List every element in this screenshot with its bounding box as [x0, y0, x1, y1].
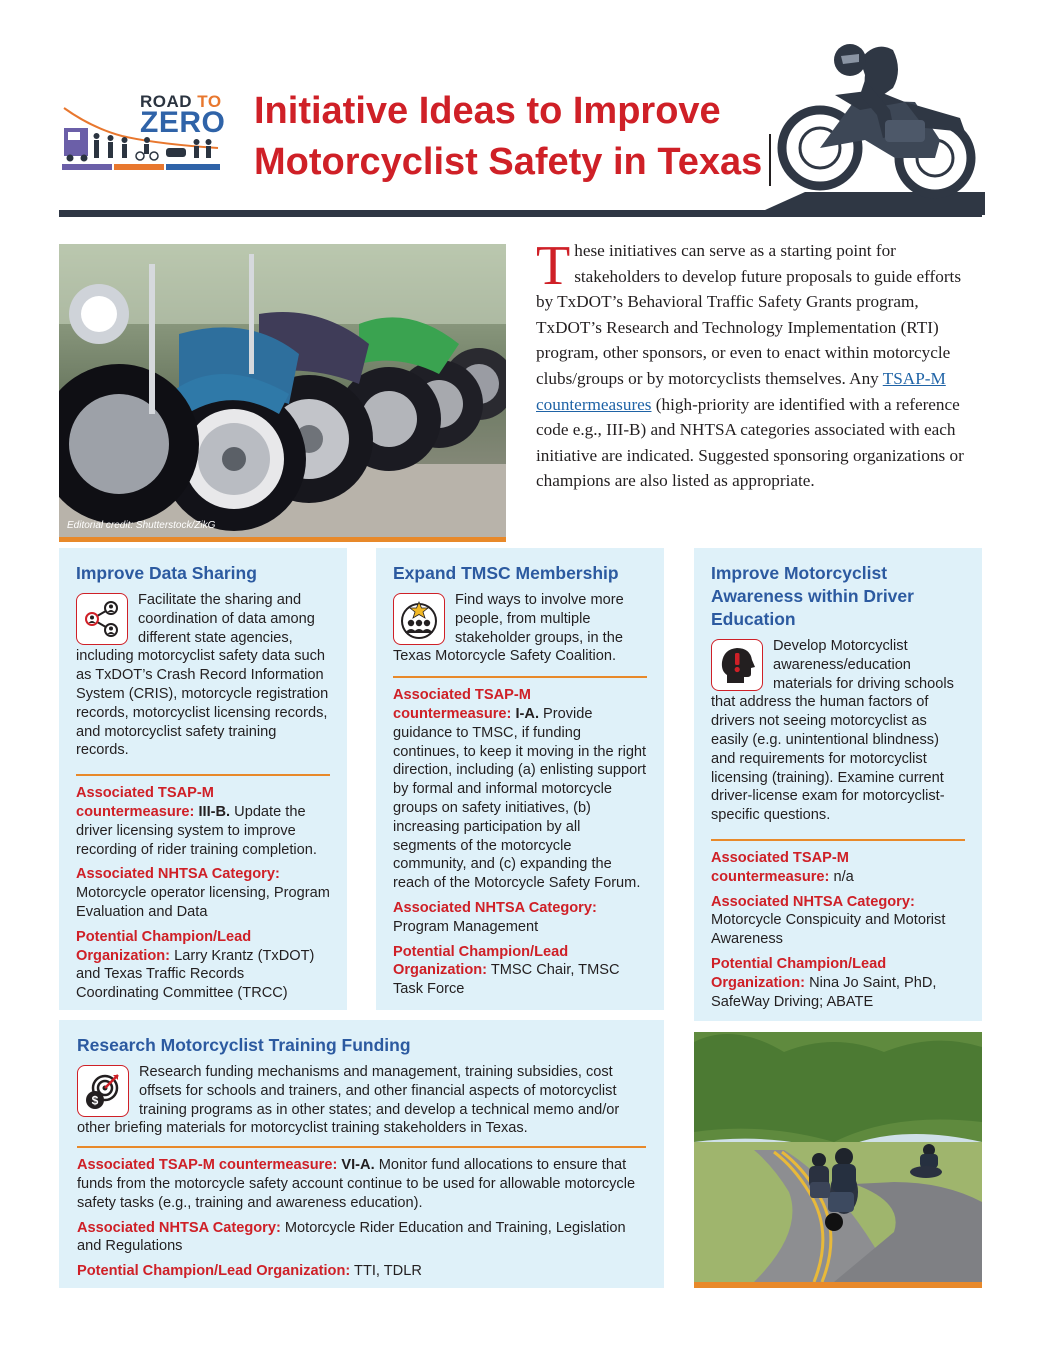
intro-text-2: (high-priority are identified with a reference code e.g., III-B) and NHTSA categories associated with each initiative are indicated. Suggested sponsoring organizations or champions are also listed as appropriate. [536, 394, 964, 491]
card-description: Develop Motorcyclist awareness/education materials for driving schools that address the human factors of drivers not seeing motorcyclist as easily (e.g. unintentional blindness) and requirements for motorcyclist licensing (training). Examine current driver-license exam for motorcyclist-specific questions. [711, 638, 954, 824]
nhtsa-field: Associated NHTSA Category: Motorcycle Rider Education and Training, Legislation and Regulations [77, 1219, 626, 1255]
money-target-icon [77, 1065, 129, 1117]
road-to-zero-logo [62, 92, 226, 174]
card-research-training-funding [59, 1020, 664, 1288]
card-divider [77, 1146, 646, 1148]
motorcyclist-illustration [765, 40, 985, 215]
motorcyclists-on-road-image [694, 1032, 982, 1282]
champion-field: Potential Champion/Lead Organization: Larry Krantz (TxDOT) and Texas Traffic Records Coordinating Committee (TRCC) [76, 928, 315, 1002]
card-expand-tmsc-membership [376, 548, 664, 1010]
network-share-icon [76, 593, 128, 645]
logo-zero: ZERO [140, 106, 226, 139]
logo-road-to: ROAD TO [140, 92, 222, 111]
card-divider [711, 839, 965, 841]
card-description: $ Research funding mechanisms and management, training subsidies, cost offsets for schools and trainers, and other financial aspects of motorcyclist training programs as in other states; and develop a technical memo and/or other briefing materials for motorcyclist training stakeholders in Texas. [77, 1064, 620, 1137]
intro-paragraph [536, 235, 976, 494]
title-line-2: Motorcyclist Safety in Texas [254, 141, 763, 183]
motorcyclists-on-road-photo [694, 1032, 982, 1288]
card-title: Research Motorcyclist Training Funding [77, 1035, 411, 1055]
nhtsa-field: Associated NHTSA Category: Motorcycle operator licensing, Program Evaluation and Data [76, 866, 330, 920]
card-title: Improve Data Sharing [76, 563, 257, 583]
card-description: Find ways to involve more people, from multiple stakeholder groups, in the Texas Motorcycle Safety Coalition. [393, 592, 624, 665]
tsap-field: Associated TSAP-M countermeasure: III-B. Update the driver licensing system to improve recording of rider training completion. [76, 785, 317, 858]
card-improve-motorcyclist-awareness [694, 548, 982, 1021]
card-divider [393, 676, 647, 678]
svg-text:$: $ [91, 1093, 99, 1108]
tsap-m-countermeasures-link[interactable]: TSAP-M countermeasures [536, 368, 946, 414]
group-star-icon [393, 593, 445, 645]
title-line-1: Initiative Ideas to Improve [254, 90, 721, 132]
head-alert-icon [711, 639, 763, 691]
intro-text-1: hese initiatives can serve as a starting point for stakeholders to develop future proposals to guide efforts by TxDOT’s Behavioral Traffic Safety Grants program, TxDOT’s Research and Technology Implementation (RTI) program, other sponsors, or even to enact within motorcycle clubs/groups or by motorcyclists themselves. Any [536, 241, 962, 388]
card-improve-data-sharing [59, 548, 347, 1010]
champion-field: Potential Champion/Lead Organization: TTI, TDLR [77, 1263, 422, 1280]
card-description: Facilitate the sharing and coordination of data among different state agencies, including motorcyclist safety data such as TxDOT’s Crash Record Information System (CRIS), motorcycle registration records, motorcyclist licensing records, and motorcyclist safety training records. [76, 592, 329, 759]
photo-credit: Editorial credit: Shutterstock/ZikG [67, 520, 216, 531]
page-title [254, 86, 774, 188]
motorcycles-lineup-image [59, 244, 506, 537]
motorcycles-lineup-photo [59, 244, 506, 542]
tsap-field: Associated TSAP-M countermeasure: n/a [711, 849, 854, 885]
nhtsa-field: Associated NHTSA Category: Motorcycle Conspicuity and Motorist Awareness [711, 893, 946, 948]
tsap-field: Associated TSAP-M countermeasure: I-A. Provide guidance to TMSC, if funding continues, to keep it moving in the right direction, including (a) enlisting support by formal and informal motorcycle groups on safety initiatives, (b) increasing participation by all segments of the motorcycle community, and (c) expanding the reach of the Motorcycle Safety Forum. [393, 687, 647, 892]
nhtsa-field: Associated NHTSA Category: Program Management [393, 899, 597, 935]
champion-field: Potential Champion/Lead Organization: Nina Jo Saint, PhD, SafeWay Driving; ABATE [711, 955, 937, 1010]
card-divider [76, 774, 330, 776]
champion-field: Potential Champion/Lead Organization: TMSC Chair, TMSC Task Force [393, 943, 620, 998]
card-title: Expand TMSC Membership [393, 563, 619, 583]
header-rule [59, 210, 982, 217]
drop-cap: T [536, 235, 571, 297]
card-title: Improve Motorcyclist Awareness within Driver Education [711, 563, 914, 629]
tsap-field: Associated TSAP-M countermeasure: VI-A. Monitor fund allocations to ensure that funds from the motorcycle safety account continue to be used for allowable motorcycle safety tasks (e.g., training and awareness education). [77, 1157, 636, 1211]
